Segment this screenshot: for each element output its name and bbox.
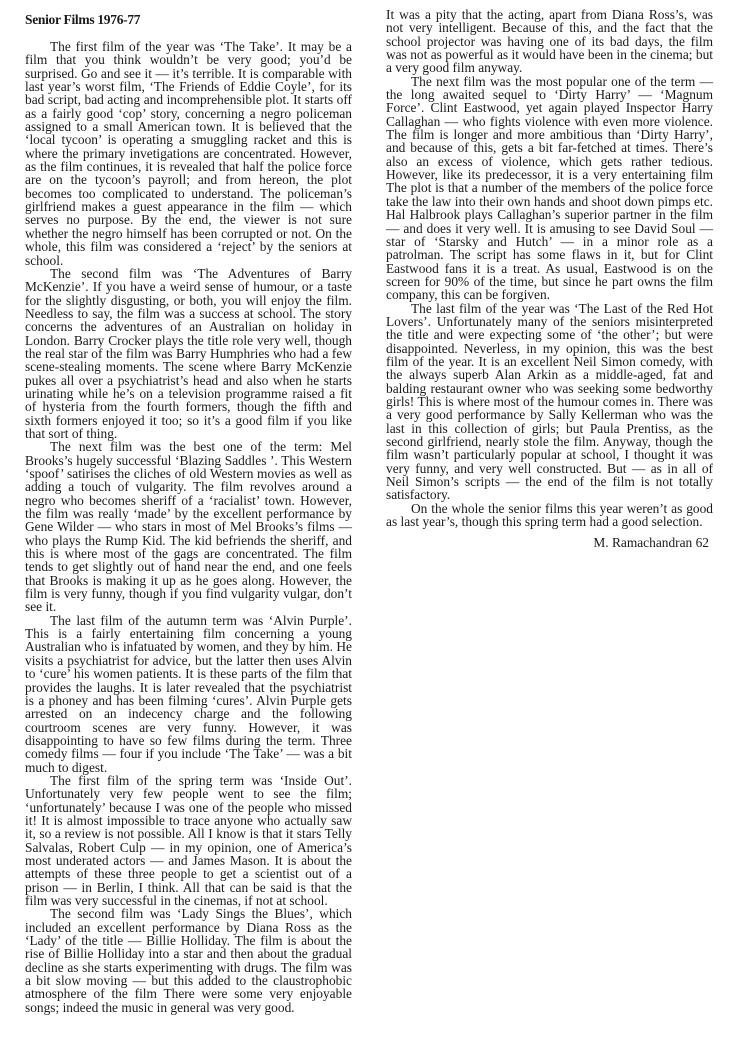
paragraph-the-take: The first film of the year was ‘The Take’. It may be a film that you think wouldn’t be very good; you’d be surprised. Go and see it — it’s terrible. It is comparable with last year’s worst film, ‘The Friends of Eddie Coyle’, for its bad script, bad acting and incomprehensible plot. It starts off as a fairly good ‘cop’ story, concerning a negro policeman assigned to a small American town. It is believed that the ‘local tycoon’ is operating a smuggling racket and this is where the primary invetigations are concentrated. However, as the film continues, it is revealed that half the police force are on the tycoon’s payroll; and from hereon, the plot becomes too complicated to understand. The policeman’s girlfriend makes a guest appearance in the film — which serves no purpose. By the end, the viewer is not sure whether the negro himself has been corrupted or not. On the whole, this film was considered a ‘reject’ by the seniors at school. [25, 39, 352, 268]
paragraph-conclusion: On the whole the senior films this year weren’t as good as last year’s, though this spring term had a good selection. [386, 500, 713, 530]
right-column [386, 8, 713, 550]
paragraph-red-hot-lovers: The last film of the year was ‘The Last of the Red Hot Lovers’. Unfortunately many of the seniors misinterpreted the title and were expecting some of ‘the other’; but were disappointed. Neverless, in my opinion, this was the best film of the year. It is an excellent Neil Simon comedy, with the always superb Alan Arkin as a middle-aged, fat and balding restaurant owner who was seeking some bedworthy girls! This is where most of the humour comes in. There was a very good performance by Sally Kellerman who was the last in this collection of girls; but Paula Prentiss, as the second girlfriend, nearly stole the film. Anyway, though the film wasn’t particularly popular at school, I thought it was very funny, and very well constructed. But — as in all of Neil Simon’s scripts — the end of the film is not totally satisfactory. [386, 300, 713, 503]
paragraph-inside-out: The first film of the spring term was ‘Inside Out’. Unfortunately very few people went to see the film; ‘unfortunately’ because I was one of the people who missed it! It is almost impossible to trace anyone who actually saw it, so a review is not possible. All I know is that it stars Telly Salvalas, Robert Culp — in my opinion, one of America’s most underated actors — and James Mason. It is about the attempts of these three people to get a scientist out of a prison — in Berlin, I think. All that can be said is that the film was very successful in the cinemas, if not at school. [25, 772, 352, 908]
article-title: Senior Films 1976-77 [25, 12, 141, 27]
author-signature: M. Ramachandran 62 [593, 535, 709, 551]
paragraph-blazing-saddles: The next film was the best one of the term: Mel Brooks’s hugely successful ‘Blazing Saddles ’. This Western ‘spoof’ satirises the cliches of old Western movies as well as adding a touch of vulgarity. The film revolves around a negro who becomes sheriff of a ‘racialist’ town. However, the film was really ‘made’ by the excellent performance by Gene Wilder — who stars in most of Mel Brooks’s films — who plays the Rump Kid. The kid befriends the sheriff, and this is where most of the gags are concentrated. The film tends to get slightly out of hand near the end, and one feels that Brooks is making it up as he goes along. However, the film is very funny, though if you find vulgarity vulgar, don’t see it. [25, 439, 352, 615]
left-column [25, 12, 352, 1014]
paragraph-magnum-force: The next film was the most popular one of the term — the long awaited sequel to ‘Dirty Harry’ — ‘Magnum Force’. Clint Eastwood, yet again played Inspector Harry Callaghan — who fights violence with even more violence. The film is longer and more ambitious than ‘Dirty Harry’, and because of this, gets a bit far-fetched at times. There’s also an excess of violence, which gets rather tedious. However, like its predecessor, it is a very entertaining film The plot is that a number of the members of the police force take the law into their own hands and shoot down pimps etc. Hal Halbrook plays Callaghan’s superior partner in the film — and does it very well. It is amusing to see David Soul — star of ‘Starsky and Hutch’ — in a minor role as a patrolman. The script has some flaws in it, but for Clint Eastwood fans it is a treat. As usual, Eastwood is on the screen for 90% of the time, but since he part owns the film company, this can be forgiven. [386, 73, 713, 303]
paragraph-continuation: It was a pity that the acting, apart from Diana Ross’s, was not very intelligent. Because of this, and the fact that the school projector was having one of its bad days, the film was not as powerful as it would have been in the cinema; but a very good film anyway. [386, 7, 713, 76]
paragraph-barry-mckenzie: The second film was ‘The Adventures of Barry McKenzie’. If you have a weird sense of humour, or a taste for the slightly disgusting, or both, you will enjoy the film. Needless to say, the film was a success at school. The story concerns the adventures of an Australian on holiday in London. Barry Crocker plays the title role very well, though the real star of the film was Barry Humphries who had a few scene-stealing moments. The scene where Barry McKenzie pukes all over a psychiatrist’s head and also when he starts urinating while he’s on a television programme raised a fit of hysteria from the fourth formers, though the fifth and sixth formers enjoyed it too; so it’s a good film if you like that sort of thing. [25, 265, 352, 441]
paragraph-lady-sings-the-blues: The second film was ‘Lady Sings the Blues’, which included an excellent performance by Diana Ross as the ‘Lady’ of the title — Billie Holliday. The film is about the rise of Billie Holliday into a star and then about the gradual decline as she starts experimenting with drugs. The film was a bit slow moving — but this added to the claustrophobic atmosphere of the film There were some very enjoyable songs; indeed the music in general was very good. [25, 906, 352, 1015]
paragraph-alvin-purple: The last film of the autumn term was ‘Alvin Purple’. This is a fairly entertaining film concerning a young Australian who is infatuated by women, and they by him. He visits a psychiatrist for advice, but the latter then uses Alvin to ‘cure’ his women patients. It is these parts of the film that provides the laughs. It is later revealed that the psychiatrist is a phoney and has been filming ‘cures’. Alvin Purple gets arrested on an indecency charge and the following courtroom scenes are very funny. However, it was disappointing to have so few films during the term. Three comedy films — four if you include ‘The Take’ — was a bit much to digest. [25, 612, 352, 775]
